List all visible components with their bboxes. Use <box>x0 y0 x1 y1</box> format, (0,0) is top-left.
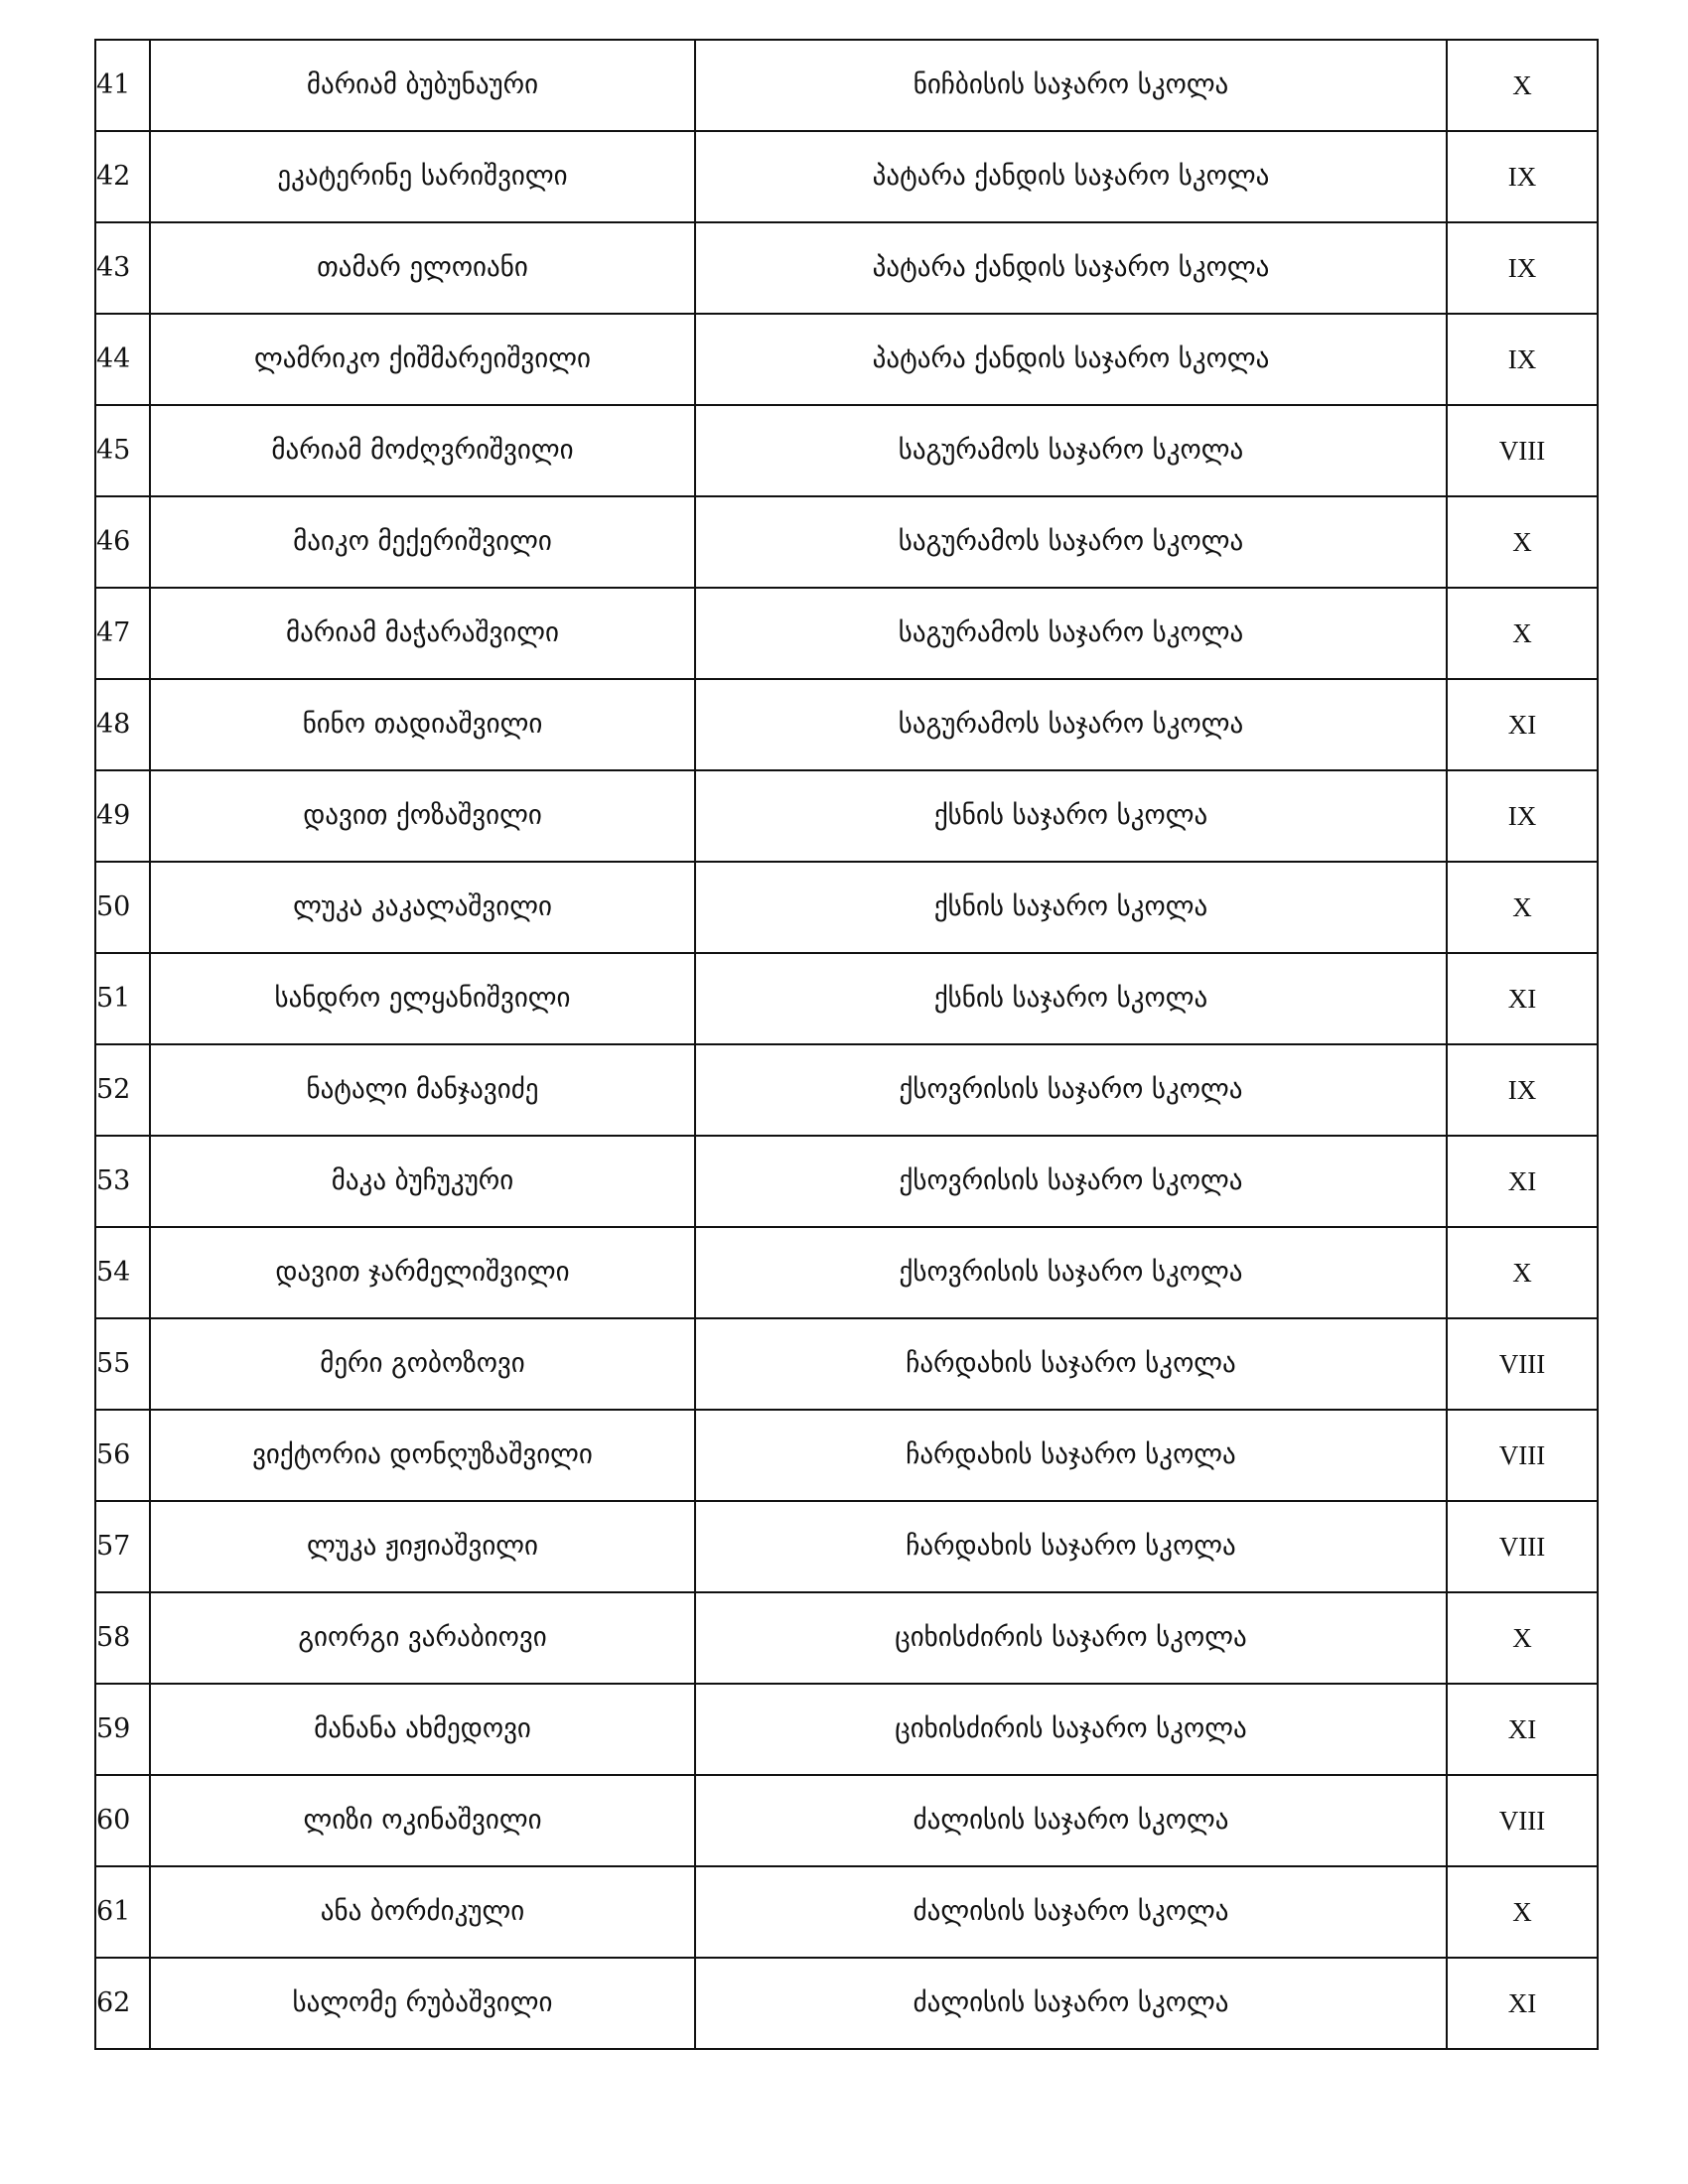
table-row <box>95 770 1598 862</box>
table-row <box>95 1958 1598 2049</box>
student-table <box>94 39 1599 2050</box>
row-number: 48 <box>95 679 150 770</box>
student-name: ნატალი მანჯავიძე <box>150 1044 695 1136</box>
school-name: ძალისის საჯარო სკოლა <box>695 1958 1447 2049</box>
table-row <box>95 1044 1598 1136</box>
table-row <box>95 1227 1598 1318</box>
table-row <box>95 222 1598 314</box>
student-name: ლუკა კაკალაშვილი <box>150 862 695 953</box>
row-number: 42 <box>95 131 150 222</box>
student-name: მარიამ ბუბუნაური <box>150 40 695 131</box>
table-row <box>95 40 1598 131</box>
student-name: ეკატერინე სარიშვილი <box>150 131 695 222</box>
student-name: ნინო თადიაშვილი <box>150 679 695 770</box>
student-name: ვიქტორია დონღუზაშვილი <box>150 1410 695 1501</box>
table-row <box>95 1684 1598 1775</box>
row-number: 44 <box>95 314 150 405</box>
table-row <box>95 1866 1598 1958</box>
grade: IX <box>1447 131 1598 222</box>
row-number: 50 <box>95 862 150 953</box>
school-name: ქსოვრისის საჯარო სკოლა <box>695 1044 1447 1136</box>
table-row <box>95 588 1598 679</box>
grade: XI <box>1447 1684 1598 1775</box>
school-name: ჩარდახის საჯარო სკოლა <box>695 1318 1447 1410</box>
grade: VIII <box>1447 405 1598 496</box>
school-name: ქსნის საჯარო სკოლა <box>695 862 1447 953</box>
student-name: მერი გობოზოვი <box>150 1318 695 1410</box>
school-name: ქსნის საჯარო სკოლა <box>695 770 1447 862</box>
grade: VIII <box>1447 1501 1598 1592</box>
row-number: 49 <box>95 770 150 862</box>
student-name: მაკა ბუჩუკური <box>150 1136 695 1227</box>
grade: IX <box>1447 222 1598 314</box>
row-number: 41 <box>95 40 150 131</box>
student-name: დავით ჯარმელიშვილი <box>150 1227 695 1318</box>
school-name: პატარა ქანდის საჯარო სკოლა <box>695 222 1447 314</box>
student-name: ლამრიკო ქიშმარეიშვილი <box>150 314 695 405</box>
table-row <box>95 862 1598 953</box>
table-row <box>95 1136 1598 1227</box>
grade: IX <box>1447 770 1598 862</box>
row-number: 57 <box>95 1501 150 1592</box>
grade: VIII <box>1447 1318 1598 1410</box>
grade: XI <box>1447 953 1598 1044</box>
row-number: 56 <box>95 1410 150 1501</box>
row-number: 58 <box>95 1592 150 1684</box>
grade: X <box>1447 40 1598 131</box>
school-name: პატარა ქანდის საჯარო სკოლა <box>695 131 1447 222</box>
row-number: 61 <box>95 1866 150 1958</box>
school-name: საგურამოს საჯარო სკოლა <box>695 405 1447 496</box>
grade: XI <box>1447 1958 1598 2049</box>
grade: X <box>1447 496 1598 588</box>
table-row <box>95 1501 1598 1592</box>
table-row <box>95 679 1598 770</box>
student-name: ლუკა ჟიჟიაშვილი <box>150 1501 695 1592</box>
table-row <box>95 1592 1598 1684</box>
student-name: სალომე რუბაშვილი <box>150 1958 695 2049</box>
student-name: ანა ბორძიკული <box>150 1866 695 1958</box>
table-row <box>95 131 1598 222</box>
school-name: ქსოვრისის საჯარო სკოლა <box>695 1136 1447 1227</box>
grade: VIII <box>1447 1775 1598 1866</box>
grade: X <box>1447 1227 1598 1318</box>
student-name: თამარ ელოიანი <box>150 222 695 314</box>
student-name: მაიკო მექერიშვილი <box>150 496 695 588</box>
row-number: 54 <box>95 1227 150 1318</box>
student-name: მარიამ მაჭარაშვილი <box>150 588 695 679</box>
table-row <box>95 1775 1598 1866</box>
grade: IX <box>1447 314 1598 405</box>
table-row <box>95 953 1598 1044</box>
table-row <box>95 1410 1598 1501</box>
grade: IX <box>1447 1044 1598 1136</box>
school-name: ნიჩბისის საჯარო სკოლა <box>695 40 1447 131</box>
student-name: სანდრო ელყანიშვილი <box>150 953 695 1044</box>
student-table-body <box>95 40 1598 2049</box>
grade: X <box>1447 1866 1598 1958</box>
school-name: პატარა ქანდის საჯარო სკოლა <box>695 314 1447 405</box>
school-name: საგურამოს საჯარო სკოლა <box>695 588 1447 679</box>
student-name: მანანა ახმედოვი <box>150 1684 695 1775</box>
table-row <box>95 496 1598 588</box>
grade: X <box>1447 588 1598 679</box>
school-name: საგურამოს საჯარო სკოლა <box>695 679 1447 770</box>
table-row <box>95 314 1598 405</box>
student-name: დავით ქოზაშვილი <box>150 770 695 862</box>
row-number: 62 <box>95 1958 150 2049</box>
grade: XI <box>1447 679 1598 770</box>
school-name: ჩარდახის საჯარო სკოლა <box>695 1501 1447 1592</box>
row-number: 47 <box>95 588 150 679</box>
grade: VIII <box>1447 1410 1598 1501</box>
table-row <box>95 1318 1598 1410</box>
row-number: 59 <box>95 1684 150 1775</box>
row-number: 53 <box>95 1136 150 1227</box>
student-name: ლიზი ოკინაშვილი <box>150 1775 695 1866</box>
school-name: ძალისის საჯარო სკოლა <box>695 1775 1447 1866</box>
school-name: ციხისძირის საჯარო სკოლა <box>695 1592 1447 1684</box>
grade: X <box>1447 1592 1598 1684</box>
student-name: მარიამ მოძღვრიშვილი <box>150 405 695 496</box>
row-number: 55 <box>95 1318 150 1410</box>
school-name: ქსნის საჯარო სკოლა <box>695 953 1447 1044</box>
school-name: ციხისძირის საჯარო სკოლა <box>695 1684 1447 1775</box>
school-name: ჩარდახის საჯარო სკოლა <box>695 1410 1447 1501</box>
row-number: 51 <box>95 953 150 1044</box>
row-number: 43 <box>95 222 150 314</box>
row-number: 46 <box>95 496 150 588</box>
row-number: 52 <box>95 1044 150 1136</box>
school-name: ძალისის საჯარო სკოლა <box>695 1866 1447 1958</box>
school-name: საგურამოს საჯარო სკოლა <box>695 496 1447 588</box>
row-number: 45 <box>95 405 150 496</box>
student-name: გიორგი ვარაბიოვი <box>150 1592 695 1684</box>
grade: XI <box>1447 1136 1598 1227</box>
row-number: 60 <box>95 1775 150 1866</box>
school-name: ქსოვრისის საჯარო სკოლა <box>695 1227 1447 1318</box>
table-row <box>95 405 1598 496</box>
grade: X <box>1447 862 1598 953</box>
